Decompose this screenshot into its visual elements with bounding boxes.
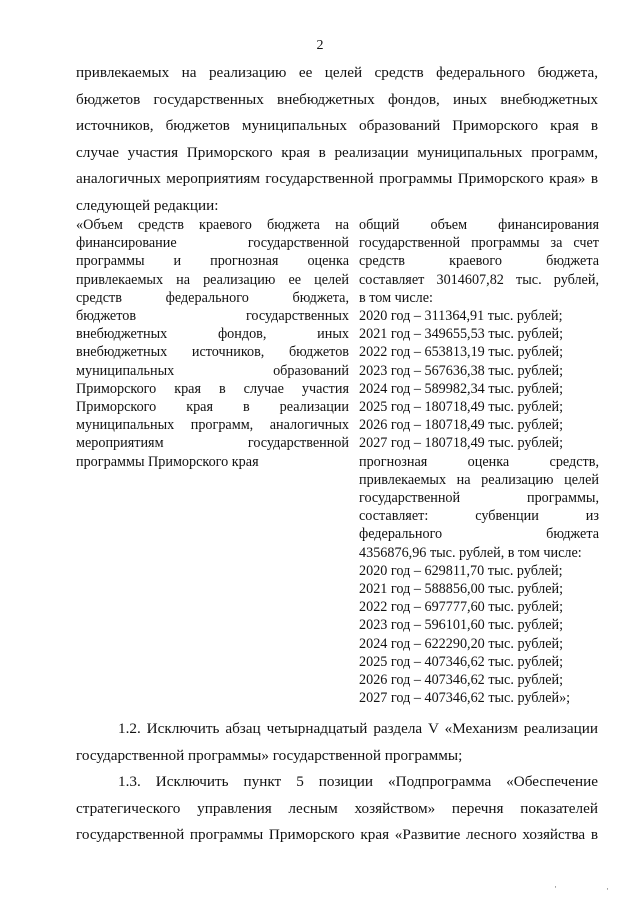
table-right-line: 2023 год – 567636,38 тыс. рублей; bbox=[359, 362, 564, 379]
table-right-line: 2020 год – 311364,91 тыс. рублей; bbox=[359, 308, 563, 325]
table-left-line: муниципальных образований bbox=[76, 362, 349, 379]
table-left-line: «Объем средств краевого бюджета на bbox=[76, 217, 349, 233]
intro-paragraph bbox=[76, 60, 598, 219]
intro-line: аналогичных мероприятиям государственной программы Приморского края» в bbox=[76, 170, 598, 187]
table-right-line: государственной программы за счет bbox=[359, 235, 599, 252]
intro-line: бюджетов государственных внебюджетных фондов, иных внебюджетных bbox=[76, 90, 598, 108]
intro-line: следующей редакции: bbox=[76, 196, 219, 214]
item-1-3-line: государственной программы Приморского края «Развитие лесного хозяйства в bbox=[76, 826, 598, 843]
table-right-line: составляет: субвенции из bbox=[359, 508, 599, 525]
table-right-line: 2022 год – 653813,19 тыс. рублей; bbox=[359, 344, 564, 361]
table-right-line: 2025 год – 407346,62 тыс. рублей; bbox=[359, 653, 564, 670]
scan-speck: · bbox=[606, 884, 609, 894]
table-left-line: программы и прогнозная оценка bbox=[76, 253, 349, 270]
table-right-line: общий объем финансирования bbox=[359, 217, 599, 233]
table-left-line: муниципальных программ, аналогичных bbox=[76, 417, 349, 434]
table-right-line: 2021 год – 588856,00 тыс. рублей; bbox=[359, 581, 564, 598]
table-right-line: федерального бюджета bbox=[359, 526, 599, 543]
table-left-line: Приморского края в реализации bbox=[76, 399, 349, 416]
table-left-line: программы Приморского края bbox=[76, 453, 259, 470]
table-right-line: 2027 год – 407346,62 тыс. рублей»; bbox=[359, 690, 571, 707]
table-right-column bbox=[359, 216, 599, 707]
table-right-line: 2025 год – 180718,49 тыс. рублей; bbox=[359, 399, 564, 416]
table-right-line: в том числе: bbox=[359, 289, 433, 306]
table-left-line: Приморского края в случае участия bbox=[76, 380, 349, 397]
table-right-line: 2020 год – 629811,70 тыс. рублей; bbox=[359, 562, 563, 579]
intro-line: случае участия Приморского края в реализации муниципальных программ, bbox=[76, 143, 598, 161]
item-1-3-paragraph bbox=[76, 769, 598, 849]
item-1-2-paragraph bbox=[76, 716, 598, 769]
intro-line: источников, бюджетов муниципальных образований Приморского края в bbox=[76, 117, 598, 134]
table-right-line: 2021 год – 349655,53 тыс. рублей; bbox=[359, 326, 564, 343]
table-right-line: 2024 год – 589982,34 тыс. рублей; bbox=[359, 380, 564, 397]
table-right-line: 2026 год – 180718,49 тыс. рублей; bbox=[359, 417, 564, 434]
table-right-line: 2023 год – 596101,60 тыс. рублей; bbox=[359, 617, 564, 634]
table-left-line: внебюджетных источников, бюджетов bbox=[76, 344, 349, 361]
item-1-2-line: государственной программы» государственной программы; bbox=[76, 746, 463, 764]
item-1-3-line: 1.3. Исключить пункт 5 позиции «Подпрограмма «Обеспечение bbox=[118, 773, 598, 790]
table-left-line: средств федерального бюджета, bbox=[76, 289, 349, 306]
table-left-column bbox=[76, 216, 349, 471]
table-right-line: государственной программы, bbox=[359, 490, 599, 507]
table-right-line: привлекаемых на реализацию целей bbox=[359, 471, 599, 488]
scan-speck: · bbox=[554, 882, 557, 892]
page-number: 2 bbox=[316, 38, 324, 53]
table-right-line: 4356876,96 тыс. рублей, в том числе: bbox=[359, 544, 582, 561]
table-left-line: внебюджетных фондов, иных bbox=[76, 326, 349, 343]
item-1-3-line: стратегического управления лесным хозяйством» перечня показателей bbox=[76, 799, 598, 817]
item-1-2-line: 1.2. Исключить абзац четырнадцатый раздела V «Механизм реализации bbox=[118, 720, 598, 737]
table-right-line: прогнозная оценка средств, bbox=[359, 453, 599, 470]
table-right-line: 2026 год – 407346,62 тыс. рублей; bbox=[359, 672, 564, 689]
table-left-line: финансирование государственной bbox=[76, 235, 349, 252]
table-left-line: мероприятиям государственной bbox=[76, 435, 349, 452]
table-right-line: средств краевого бюджета bbox=[359, 253, 599, 270]
table-right-line: 2024 год – 622290,20 тыс. рублей; bbox=[359, 635, 564, 652]
intro-line: привлекаемых на реализацию ее целей средств федерального бюджета, bbox=[76, 64, 598, 81]
table-left-line: бюджетов государственных bbox=[76, 308, 349, 325]
table-left-line: привлекаемых на реализацию ее целей bbox=[76, 271, 349, 288]
table-right-line: составляет 3014607,82 тыс. рублей, bbox=[359, 271, 599, 288]
table-right-line: 2027 год – 180718,49 тыс. рублей; bbox=[359, 435, 564, 452]
table-right-line: 2022 год – 697777,60 тыс. рублей; bbox=[359, 599, 564, 616]
